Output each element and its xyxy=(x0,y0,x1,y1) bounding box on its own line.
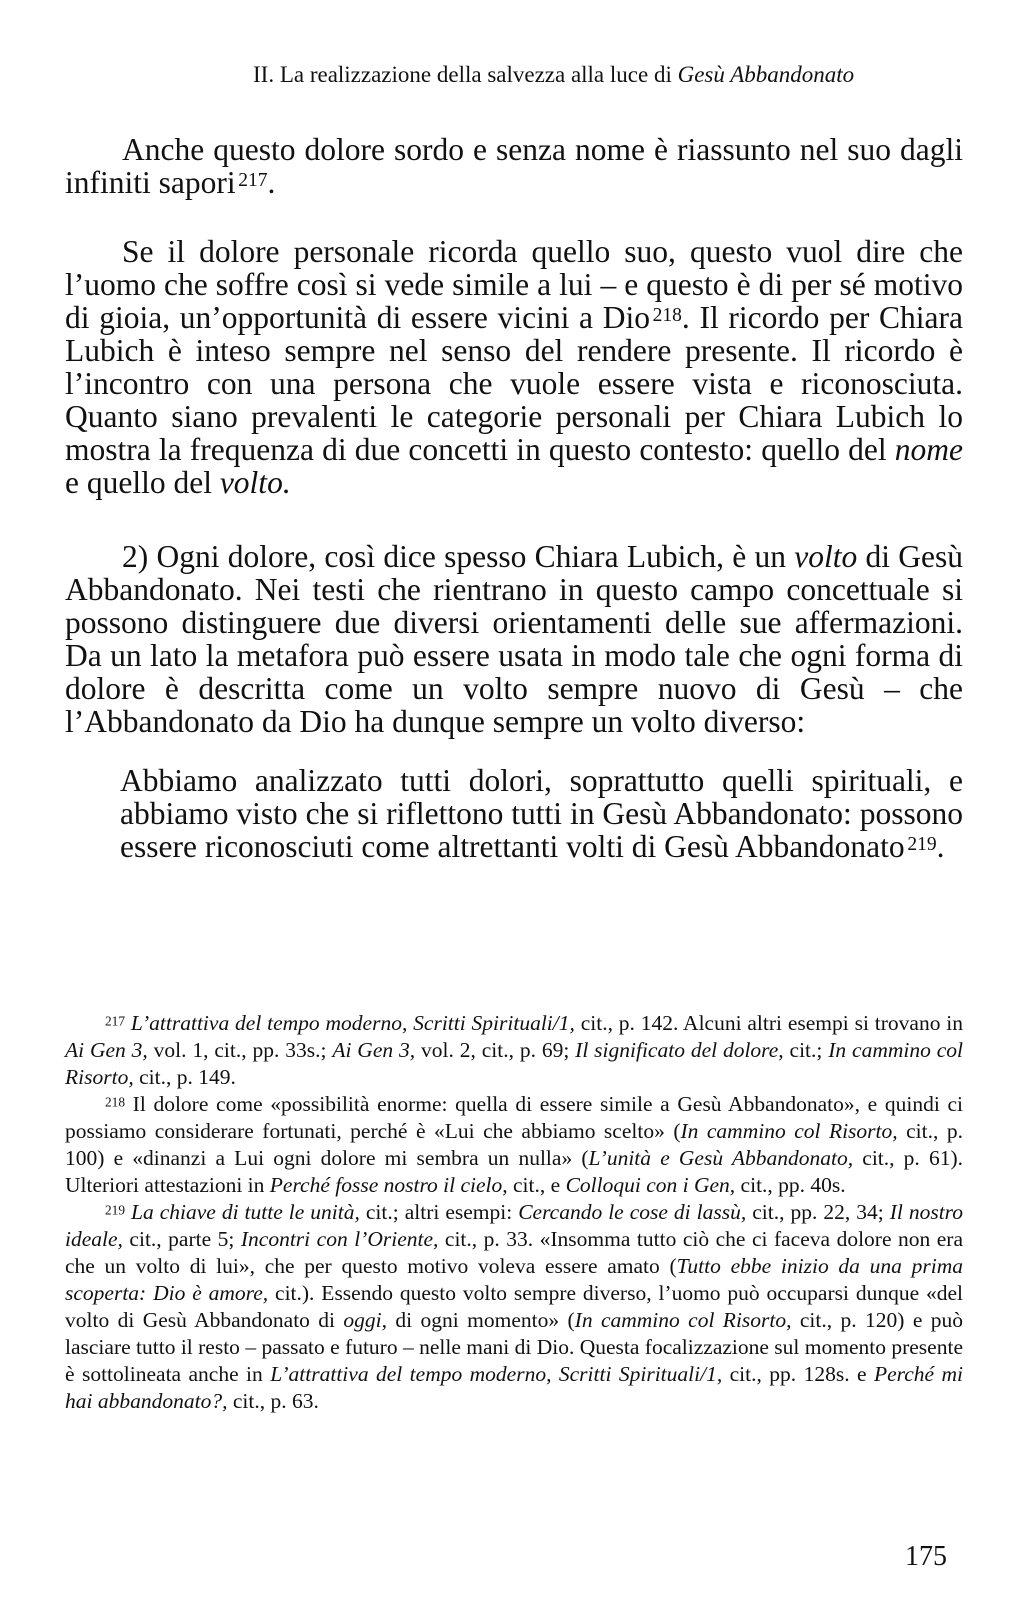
italic-term: volto. xyxy=(219,465,291,500)
footnote-segment: L’attrattiva del tempo moderno, Scritti Spirituali/1, xyxy=(270,1362,723,1386)
footnote-segment: La chiave di tutte le unità, xyxy=(131,1200,360,1224)
quote-text: Abbiamo analizzato tutti dolori, soprattutto quelli spirituali, e abbiamo visto che si riflettono tutti in Gesù Abbandonato: possono essere riconosciuti come altrettanti volti di Gesù Abbandonato xyxy=(120,763,963,864)
footnote-segment: di ogni momento» ( xyxy=(387,1308,575,1332)
footnote-segment: cit., e xyxy=(507,1173,566,1197)
footnote-218 xyxy=(65,1091,963,1199)
footnote-segment: Il dolore come «possibilità enorme: quella di essere simile a Gesù Abbandonato», e quindi ci possiamo considerare fortunati, perché è «Lui che abbiamo scelto» ( xyxy=(65,1092,963,1143)
footnote-segment: cit., p. 33. «Insomma tutto ciò che ci faceva dolore non era che un volto di lui», che per questo motivo voleva essere amato ( xyxy=(65,1227,963,1278)
footnote-segment: In cammino col Risorto, xyxy=(65,1038,964,1089)
paragraph-1 xyxy=(65,133,963,199)
paragraph-3 xyxy=(65,540,963,738)
footnote-segment: cit., p. 63. xyxy=(227,1389,319,1413)
footnote-segment: cit., parte 5; xyxy=(122,1227,241,1251)
paragraph-text: di Gesù Abbandonato. Nei testi che rientrano in questo campo concettuale si possono distinguere due diversi orientamenti delle sue affermazioni. Da un lato la metafora può essere usata in modo tale che ogni forma di dolore è descritta come un volto sempre nuovo di Gesù – che l’Abbandonato da Dio ha dunque sempre un volto diverso: xyxy=(65,539,963,739)
footnote-219 xyxy=(65,1199,963,1415)
footnote-segment: Tutto ebbe inizio da una prima scoperta: Dio è amore, xyxy=(65,1254,963,1305)
footnote-ref-219: 219 xyxy=(907,834,937,856)
footnote-segment: cit., pp. 128s. e xyxy=(722,1362,874,1386)
running-header xyxy=(253,60,963,90)
footnote-number: 218 xyxy=(105,1094,125,1110)
footnote-segment: cit.; altri esempi: xyxy=(359,1200,519,1224)
footnote-217 xyxy=(65,1010,963,1091)
footnote-segment: cit.). Essendo questo volto sempre diverso, l’uomo può occuparsi dunque «del volto di Gesù Abbandonato di xyxy=(65,1281,964,1332)
footnote-segment: cit., p. 120) e può lasciare tutto il resto – passato e futuro – nelle mani di Dio. Questa focalizzazione sul momento presente è sottolineata anche in xyxy=(65,1308,963,1386)
footnote-segment: cit., pp. 22, 34; xyxy=(746,1200,890,1224)
quote-end: . xyxy=(936,829,945,864)
footnote-ref-217: 217 xyxy=(238,170,268,192)
paragraph-end: . xyxy=(267,165,276,200)
footnote-segment: cit., p. 61). Ulteriori attestazioni in xyxy=(65,1146,963,1197)
footnote-segment: cit., pp. 40s. xyxy=(735,1173,846,1197)
footnote-segment: Ai Gen 3, xyxy=(332,1038,416,1062)
paragraph-text: Se il dolore personale ricorda quello suo, questo vuol dire che l’uomo che soffre così si vede simile a lui – e questo è di per sé motivo di gioia, un’opportunità di essere vicini a Dio xyxy=(65,234,963,335)
footnote-segment: vol. 1, cit., pp. 33s.; xyxy=(147,1038,333,1062)
footnote-segment: Il nostro ideale, xyxy=(65,1200,963,1251)
chapter-title: II. La realizzazione della salvezza alla luce di xyxy=(253,62,678,87)
footnote-segment: In cammino col Risorto, xyxy=(680,1119,898,1143)
footnote-segment: cit., p. 100) e «dinanzi a Lui ogni dolore mi sembra un nulla» ( xyxy=(65,1119,963,1170)
paragraph-text: 2) Ogni dolore, così dice spesso Chiara Lubich, è un xyxy=(122,539,795,574)
footnote-segment: Incontri con l’Oriente, xyxy=(240,1227,439,1251)
italic-term: volto xyxy=(794,539,858,574)
paragraph-text: e quello del xyxy=(65,465,220,500)
footnote-number: 219 xyxy=(105,1202,125,1218)
page-number: 175 xyxy=(905,1541,947,1572)
footnote-segment: L’unità e Gesù Abbandonato, xyxy=(588,1146,854,1170)
footnote-segment: Ai Gen 3, xyxy=(65,1038,148,1062)
chapter-title-italic: Gesù Abbandonato xyxy=(677,62,855,87)
footnote-segment: L’attrattiva del tempo moderno, Scritti Spirituali/1, xyxy=(130,1011,575,1035)
footnote-segment: vol. 2, cit., p. 69; xyxy=(415,1038,576,1062)
footnote-segment: oggi, xyxy=(343,1308,388,1332)
footnote-segment: cit., p. 142. Alcuni altri esempi si trovano in xyxy=(574,1011,963,1035)
footnote-segment: In cammino col Risorto, xyxy=(574,1308,792,1332)
footnote-segment: cit., p. 149. xyxy=(133,1065,236,1089)
footnote-segment: Perché mi hai abbandonato?, xyxy=(65,1362,963,1413)
footnote-number: 217 xyxy=(105,1013,125,1029)
paragraph-text: . Il ricordo per Chiara Lubich è inteso sempre nel senso del rendere presente. Il ricordo è l’incontro con una persona che vuole essere vista e riconosciuta. Quanto siano prevalenti le categorie personali per Chiara Lubich lo mostra la frequenza di due concetti in questo contesto: quello del xyxy=(65,300,963,467)
footnote-ref-218: 218 xyxy=(652,305,682,327)
paragraph-text: Anche questo dolore sordo e senza nome è riassunto nel suo dagli infiniti sapori xyxy=(65,132,963,200)
footnote-segment: Colloqui con i Gen, xyxy=(565,1173,736,1197)
block-quote xyxy=(120,764,963,863)
paragraph-2 xyxy=(65,235,963,499)
footnotes xyxy=(65,1010,963,1415)
italic-term: nome xyxy=(894,432,963,467)
footnote-segment: Cercando le cose di lassù, xyxy=(518,1200,747,1224)
footnote-segment: cit.; xyxy=(783,1038,829,1062)
footnote-segment: Perché fosse nostro il cielo, xyxy=(269,1173,508,1197)
footnote-segment: Il significato del dolore, xyxy=(575,1038,784,1062)
